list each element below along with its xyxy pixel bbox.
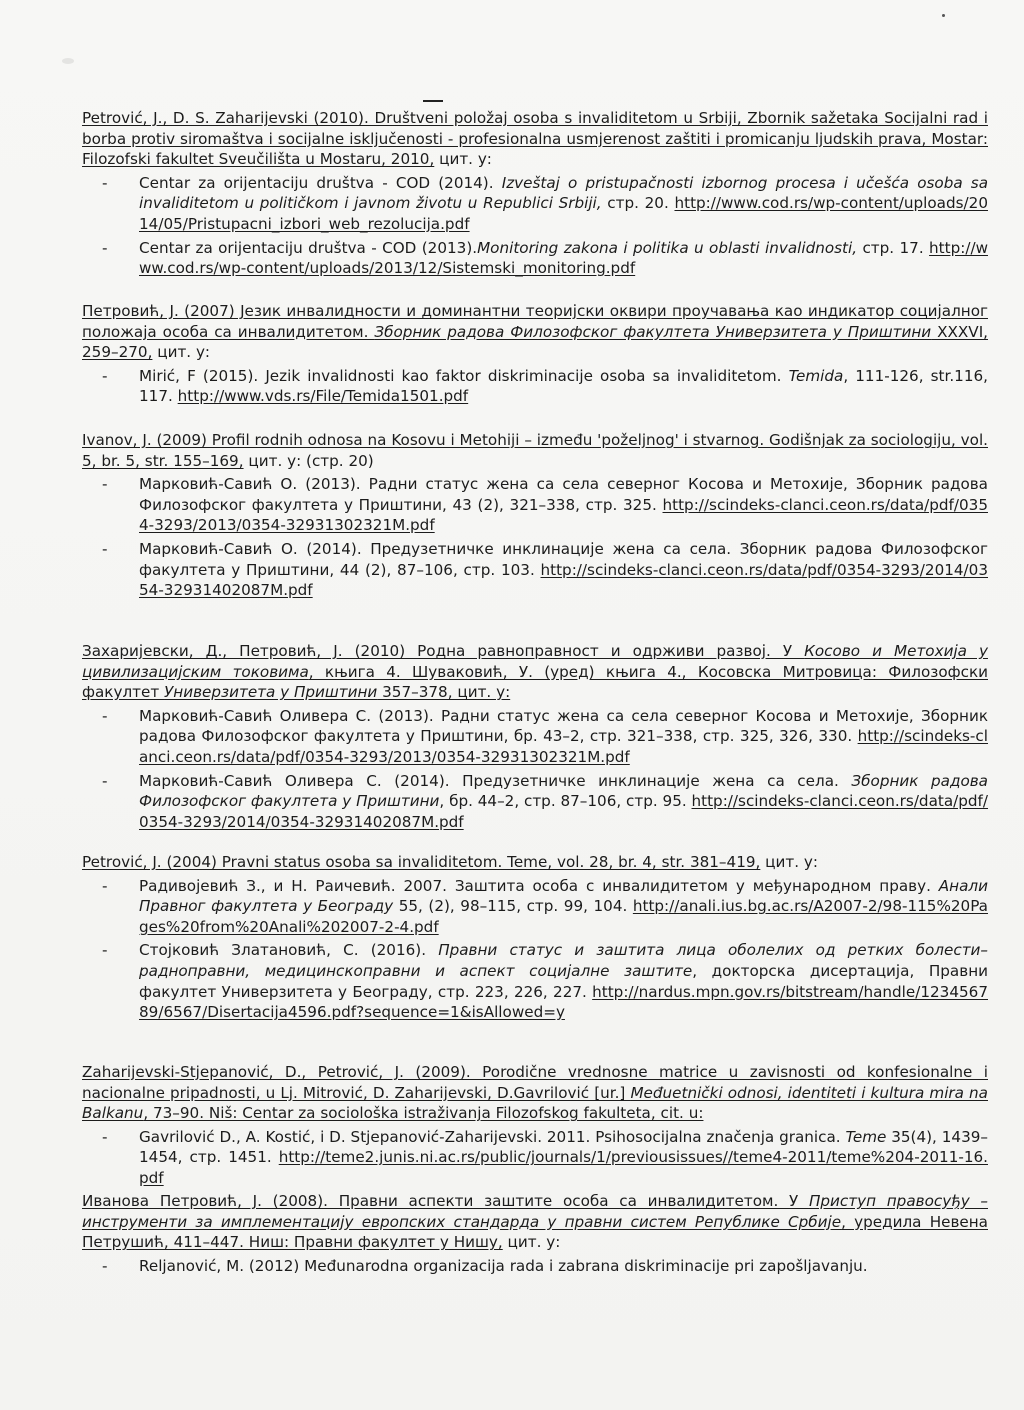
list-dash: - [102,475,108,494]
cited-in-item [82,474,988,536]
citation-main [82,1191,988,1253]
citation-text: Петровић, Ј. (2007) Језик инвалидности и доминантни теоријски оквири проучавања као индикатор социјалног положаја особа са инвалидитетом. [82,302,988,341]
citation-text: цит. у: (стр. 20) [243,451,374,470]
citation-text: Međuetnički odnosi, identiteti i kultura mira na Balkanu [82,1083,988,1123]
citation-main [82,430,988,471]
cited-in-item [82,539,988,601]
citation-text: Zaharijevski-Stjepanović, D., Petrović, J. (2009). Porodične vrednosne matrice u zavisnosti od konfesionalne i nacionalne pripadnosti, u Lj. Mitrović, D. Zaharijevski, D.Gavrilović [ur.] [82,1063,988,1102]
citation-text: цит. у: [760,853,819,871]
reference-text: Gavrilović D., A. Kostić, i D. Stjepanović-Zaharijevski. 2011. Psihosocijalna značenja granica. [139,1127,846,1146]
cited-in-item [82,366,988,407]
citation-text: Иванова Петровић, Ј. (2008). Правни аспекти заштите особа са инвалидитетом. У [82,1192,809,1210]
citation-main [82,852,988,873]
citation-text: 357–378, цит. у: [377,683,511,702]
reference-text: Марковић-Савић О. (2013). Радни статус жена са села северног Косова и Метохије, Зборник радова Филозофског факултета у Приштини, 43 (2), 321–338, стр. 325. [139,475,988,514]
reference-text: Temida [788,366,844,385]
list-dash: - [102,173,108,192]
reference-link[interactable]: http://scindeks-clanci.ceon.rs/data/pdf/0354-3293/2013/0354-32931302321M.pdf [139,495,988,535]
list-dash: - [102,1256,108,1275]
citation-text: , 73–90. Niš: Centar za sociološka istraživanja Filozofskog fakulteta, cit. u: [143,1104,704,1123]
reference-text: стр. 20. [601,194,675,213]
reference-text: Марковић-Савић О. (2014). Предузетничке инклинације жена са села. Зборник радова Филозофског факултета у Приштини, 44 (2), 87–106, стр. 103. [139,539,988,579]
reference-text: Стојковић Златановић, С. (2016). [139,941,439,960]
citation-text: Косово и Метохија у цивилизацијским токовима [82,642,988,681]
citation-text: , књига 4. Шуваковић, У. (уред) књига 4., Косовска Митровица: Филозофски факултет [82,662,988,702]
list-dash: - [102,1127,108,1146]
reference-text: Марковић-Савић Оливера С. (2014). Предузетничке инклинације жена са села. [139,771,852,790]
bibliography-entry [82,1191,988,1276]
citation-text: Универзитета у Приштини [164,683,378,702]
list-dash: - [102,941,108,960]
scan-mark [423,100,443,102]
bibliography-entry [82,108,988,279]
list-dash: - [102,366,108,385]
bibliography-entry [82,301,988,407]
reference-text: 55, (2), 98–115, стр. 99, 104. [393,897,633,916]
reference-text: 35(4), 1439–1454, стр. 1451. [139,1127,988,1167]
citation-main [82,108,988,170]
reference-link[interactable]: http://www.cod.rs/wp-content/uploads/2013/12/Sistemski_monitoring.pdf [139,238,988,278]
reference-text: Анали Правног факултета у Београду [139,876,988,916]
citation-text: цит. у: [434,150,492,169]
reference-link[interactable]: http://www.vds.rs/File/Temida1501.pdf [177,387,469,406]
citation-text: Petrović, J. (2004) Pravni status osoba sa invaliditetom. Teme, vol. 28, br. 4, str. 381–419, [82,853,761,871]
reference-text: Зборник радова Филозофског факултета у Приштини [139,771,988,811]
reference-text: Centar za orijentaciju društva - COD (2013). [139,238,478,257]
reference-link[interactable]: http://teme2.junis.ni.ac.rs/public/journals/1/previousissues//teme4-2011/teme%204-2011-16.pdf [139,1148,988,1187]
list-dash: - [102,539,108,558]
reference-text: Mirić, F (2015). Jezik invalidnosti kao faktor diskriminacije osoba sa invaliditetom. [139,366,789,385]
reference-text: Monitoring zakona i politika u oblasti invalidnosti, [477,238,858,257]
citation-text: Petrović, J., D. S. Zaharijevski (2010). Društveni položaj osoba s invaliditetom u Srbiji, Zbornik sažetaka Socijalni rad i borba protiv siromaštva i socijalne isključenosti - profesionalna usmjerenost zaštiti i promicanju ljudskih prava, Mostar: Filozofski fakultet Sveučilišta u Mostaru, 2010, [82,109,988,169]
citation-main [82,1062,988,1124]
reference-text: , докторска дисертација, Правни факултет Универзитета у Београду, стр. 223, 226, 227. [139,961,988,1001]
cited-in-item [82,1127,988,1189]
reference-text: , 111-126, str.116, 117. [139,366,988,406]
reference-link[interactable]: http://scindeks-clanci.ceon.rs/data/pdf/0354-3293/2014/0354-32931402087M.pdf [139,792,989,831]
cited-in-item [82,238,988,279]
reference-text: стр. 17. [857,238,930,257]
citation-text: Ivanov, J. (2009) Profil rodnih odnosa na Kosovu i Metohiji – između 'poželjnog' i stvarnog. Godišnjak za sociologiju, vol. 5, br. 5, str. 155–169, [82,431,988,470]
cited-in-item [82,771,988,833]
reference-text: Reljanović, M. (2012) Međunarodna organizacija rada i zabrana diskriminacije pri zapošljavanju. [139,1256,868,1275]
bibliography-entry [82,852,988,1023]
reference-text: Радивојевић З., и Н. Раичевић. 2007. Заштита особа с инвалидитетом у међународном праву. [139,876,939,895]
reference-text: Teme [845,1127,887,1146]
bibliography-entry [82,641,988,832]
cited-in-item [82,876,988,938]
citation-text: цит. у: [152,343,211,362]
reference-text: Правни статус и заштита лица оболелих од ретких болести–радноправни, медицинскоправни и аспект социјалне заштите [139,941,989,980]
reference-text: Марковић-Савић Оливера С. (2013). Радни статус жена са села северног Косова и Метохије, Зборник радова Филозофског факултета у Приштини, бр. 43–2, стр. 321–338, стр. 325, 326, 330. [139,706,988,746]
citation-text: Захаријевски, Д., Петровић, Ј. (2010) Родна равноправност и одрживи развој. У [82,642,805,660]
reference-text: , бр. 44–2, стр. 87–106, стр. 95. [439,792,692,811]
citation-text: Зборник радова Филозофског факултета Универзитета у Приштини [374,322,932,341]
bibliography-entry [82,430,988,601]
reference-link[interactable]: http://scindeks-clanci.ceon.rs/data/pdf/0354-3293/2013/0354-32931302321M.pdf [139,727,988,766]
cited-in-item [82,940,988,1022]
citation-main [82,301,988,363]
scan-dot [942,14,945,17]
citation-main [82,641,988,703]
citation-text: цит. у: [502,1233,561,1252]
cited-in-item [82,706,988,768]
citation-text: XXXVI, 259–270, [82,322,988,362]
reference-link[interactable]: http://nardus.mpn.gov.rs/bitstream/handle/123456789/6567/Disertacija4596.pdf?sequence=1&isAllowed=y [139,982,988,1022]
reference-text: Centar za orijentaciju društva - COD (2014). [139,173,502,192]
scan-smudge [62,58,74,64]
reference-link[interactable]: http://anali.ius.bg.ac.rs/A2007-2/98-115%20Pages%20from%20Anali%202007-2-4.pdf [139,897,988,936]
list-dash: - [102,876,108,895]
list-dash: - [102,706,108,725]
reference-text: Izveštaj o pristupačnosti izbornog procesa i učešća osoba sa invaliditetom u političkom i javnom životu u Republici Srbiji, [139,173,989,213]
reference-link[interactable]: http://scindeks-clanci.ceon.rs/data/pdf/0354-3293/2014/0354-32931402087M.pdf [139,560,988,600]
list-dash: - [102,238,108,257]
citation-text: Приступ правосуђу – инструменти за имплементацију европских стандарда у правни систем Републике Србије [82,1192,988,1231]
bibliography-entry [82,1062,988,1189]
list-dash: - [102,771,108,790]
citation-text: , уредила Невена Петрушић, 411–447. Ниш: Правни факултет у Нишу, [82,1212,988,1252]
cited-in-item [82,1256,988,1277]
cited-in-item [82,173,988,235]
reference-link[interactable]: http://www.cod.rs/wp-content/uploads/2014/05/Pristupacni_izbori_web_rezolucija.pdf [139,194,988,233]
